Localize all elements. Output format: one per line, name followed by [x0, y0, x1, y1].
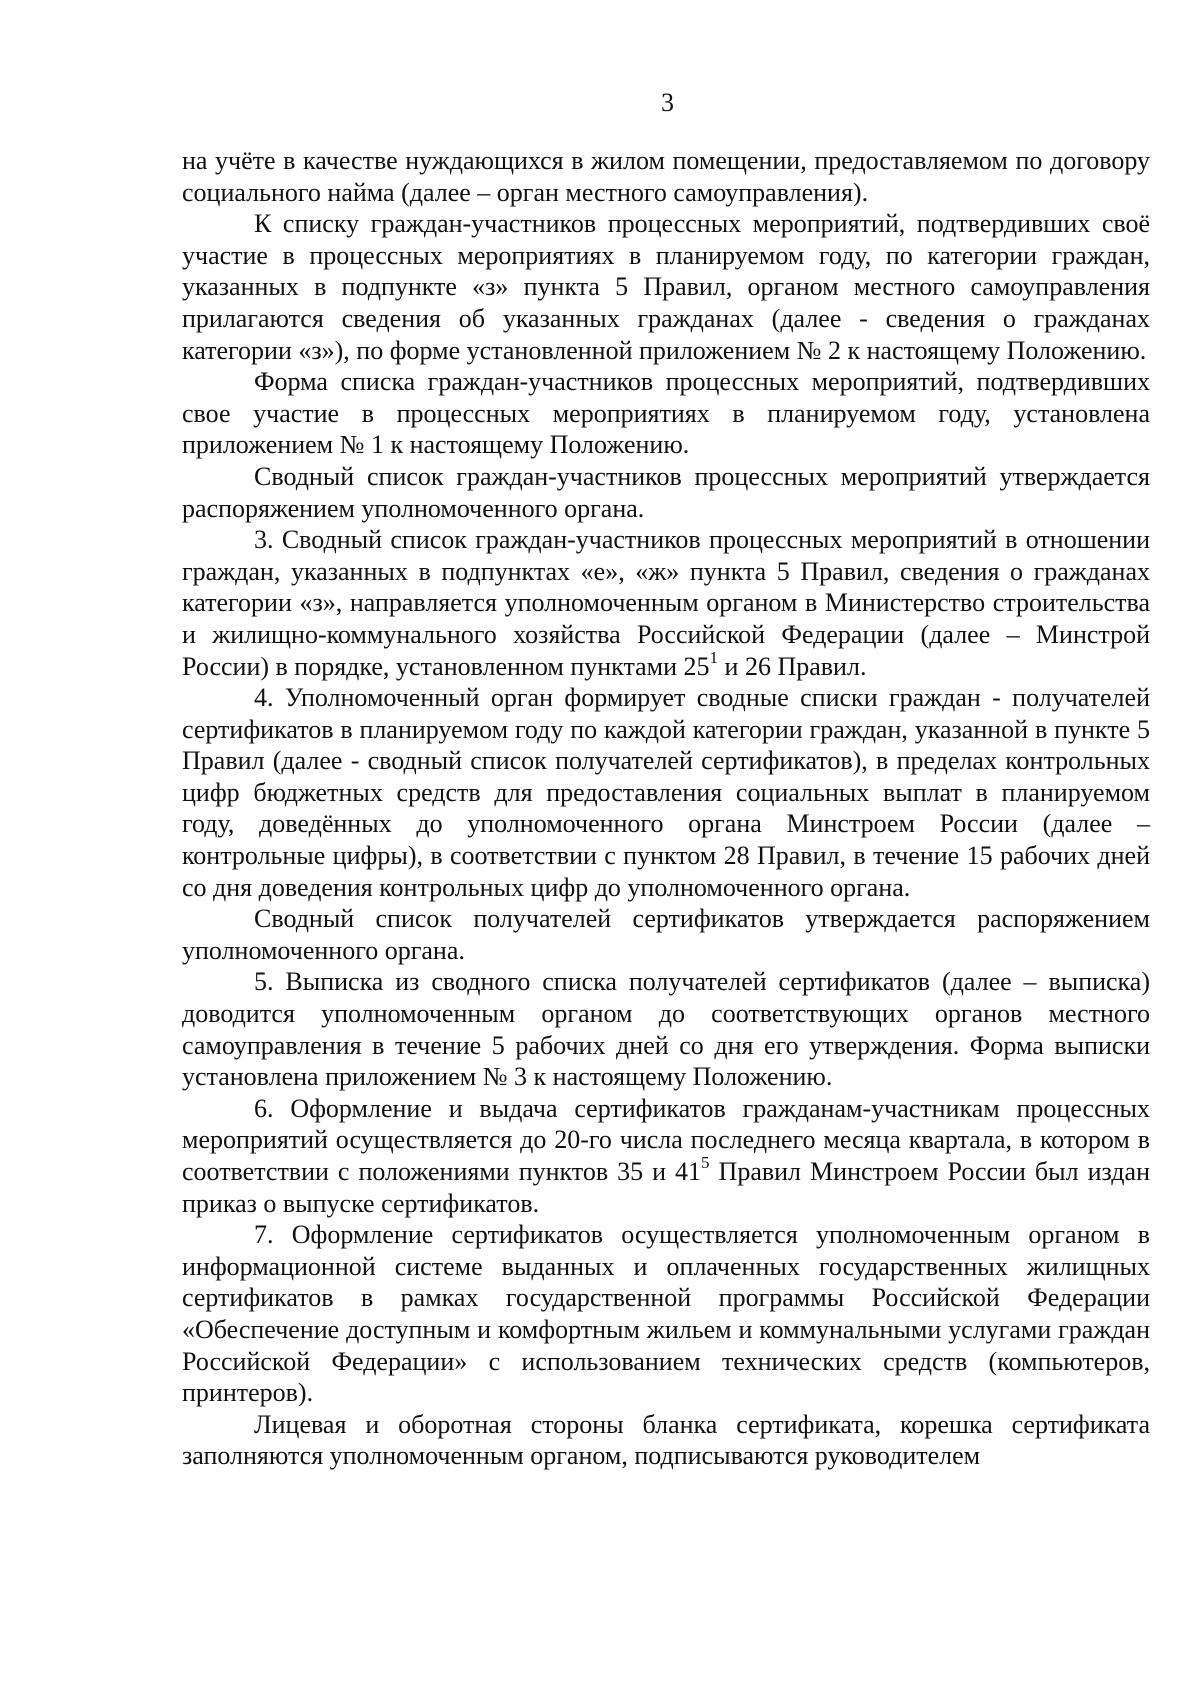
paragraph-item-3: [182, 524, 1150, 682]
footnote-superscript: 5: [701, 1153, 710, 1173]
paragraph-text: Сводный список граждан-участников процессных мероприятий утверждается распоряжением уполномоченного органа.: [182, 461, 1150, 523]
paragraph-text: 3. Сводный список граждан-участников процессных мероприятий в отношении граждан, указанных в подпунктах «е», «ж» пункта 5 Правил, сведения о гражданах категории «з», направляется уполномоченным органом в Министерство строительства и жилищно-коммунального хозяйства Российской Федерации (далее – Минстрой России) в порядке, установленном пунктами 25: [182, 525, 1150, 681]
page-number: 3: [661, 88, 674, 117]
paragraph-text: Форма списка граждан-участников процессных мероприятий, подтвердивших свое участие в процессных мероприятиях в планируемом году, установлена приложением № 1 к настоящему Положению.: [182, 367, 1150, 460]
paragraph-recipients-list: [182, 903, 1150, 966]
paragraph-text: 4. Уполномоченный орган формирует сводные списки граждан - получателей сертификатов в планируемом году по каждой категории граждан, указанной в пункте 5 Правил (далее - сводный список получателей сертификатов), в пределах контрольных цифр бюджетных средств для предоставления социальных выплат в планируемом году, доведённых до уполномоченного органа Минстроем России (далее – контрольные цифры), в соответствии с пунктом 28 Правил, в течение 15 рабочих дней со дня доведения контрольных цифр до уполномоченного органа.: [182, 683, 1150, 902]
paragraph-citizens-list: [182, 208, 1150, 366]
paragraph-item-5: [182, 966, 1150, 1092]
paragraph-certificate-form: [182, 1409, 1150, 1472]
paragraph-continuation: [182, 145, 1150, 208]
document-body: [182, 145, 1150, 1472]
paragraph-item-4: [182, 682, 1150, 903]
paragraph-text: 6. Оформление и выдача сертификатов гражданам-участникам процессных мероприятий осуществляется до 20-го числа последнего месяца квартала, в котором в соответствии с положениями пунктов 35 и 41: [182, 1093, 1150, 1186]
footnote-superscript: 1: [709, 647, 719, 667]
paragraph-text: 7. Оформление сертификатов осуществляется уполномоченным органом в информационной системе выданных и оплаченных государственных жилищных сертификатов в рамках государственной программы Российской Федерации «Обеспечение доступным и комфортным жильем и коммунальными услугами граждан Российской Федерации» с использованием технических средств (компьютеров, принтеров).: [182, 1220, 1150, 1408]
paragraph-text: Лицевая и оборотная стороны бланка сертификата, корешка сертификата заполняются уполномоченным органом, подписываются руководителем: [182, 1409, 1150, 1471]
paragraph-text: на учёте в качестве нуждающихся в жилом помещении, предоставляемом по договору социального найма (далее – орган местного самоуправления).: [182, 146, 1150, 207]
paragraph-item-6: [182, 1093, 1150, 1219]
paragraph-item-7: [182, 1219, 1150, 1409]
paragraph-text: 5. Выписка из сводного списка получателей сертификатов (далее – выписка) доводится уполномоченным органом до соответствующих органов местного самоуправления в течение 5 рабочих дней со дня его утверждения. Форма выписки установлена приложением № 3 к настоящему Положению.: [182, 967, 1150, 1092]
paragraph-consolidated-list: [182, 461, 1150, 524]
paragraph-text-tail: Правил Минстроем России был издан приказ о выпуске сертификатов.: [182, 1157, 1150, 1218]
paragraph-text-tail: и 26 Правил.: [718, 651, 867, 681]
paragraph-list-form: [182, 366, 1150, 461]
paragraph-text: К списку граждан-участников процессных мероприятий, подтвердивших своё участие в процессных мероприятиях в планируемом году, по категории граждан, указанных в подпункте «з» пункта 5 Правил, органом местного самоуправления прилагаются сведения об указанных гражданах (далее - сведения о гражданах категории «з»), по форме установленной приложением № 2 к настоящему Положению.: [182, 209, 1150, 365]
paragraph-text: Сводный список получателей сертификатов утверждается распоряжением уполномоченного органа.: [182, 904, 1150, 965]
